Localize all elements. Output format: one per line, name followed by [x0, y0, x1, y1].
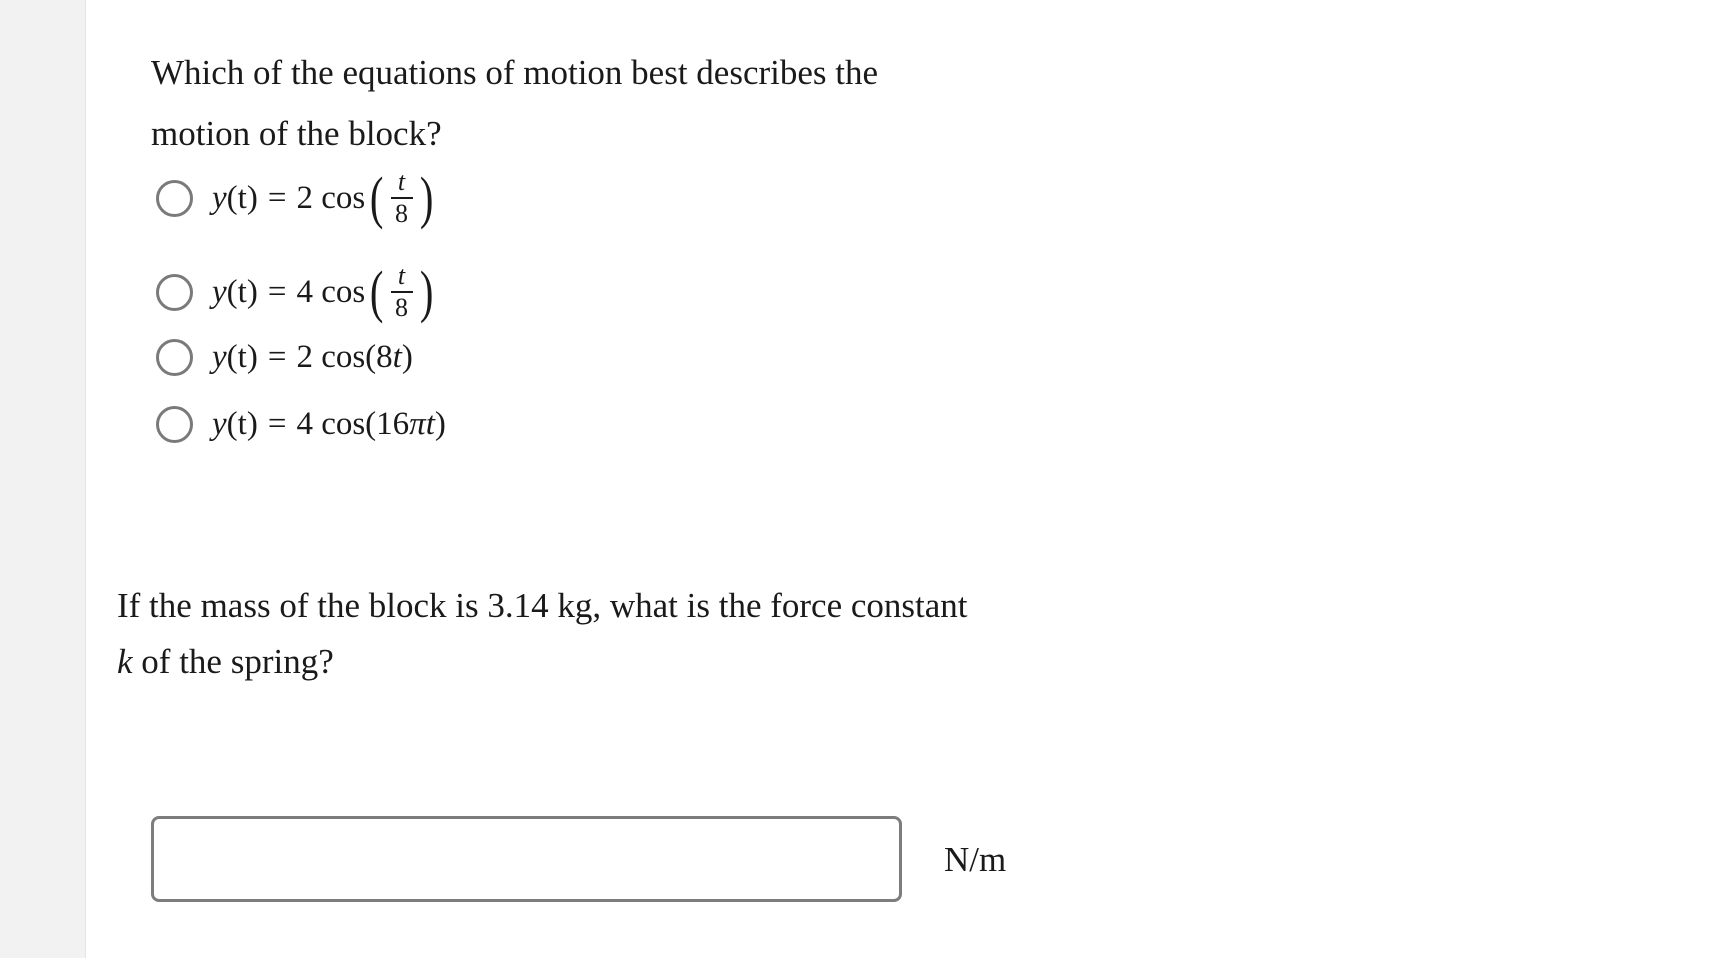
- equals: =: [267, 273, 287, 310]
- numerator: t: [397, 167, 406, 196]
- fraction: [391, 169, 413, 227]
- coefficient: 4: [296, 405, 313, 442]
- left-paren: (: [370, 165, 384, 230]
- option-2[interactable]: [156, 259, 436, 324]
- option-1-equation: [212, 165, 436, 230]
- lhs-arg: (t): [226, 338, 258, 375]
- equals: =: [267, 405, 287, 442]
- var-y: y: [212, 405, 227, 442]
- left-paren: (: [370, 259, 384, 324]
- func-cos: cos: [321, 179, 366, 216]
- right-paren: ): [419, 259, 433, 324]
- lhs-arg: (t): [226, 179, 258, 216]
- lhs-arg: (t): [226, 405, 258, 442]
- paren-fraction: [367, 165, 436, 230]
- func-cos: cos(16: [321, 405, 410, 442]
- equals: =: [267, 338, 287, 375]
- option-2-equation: [212, 259, 436, 324]
- coefficient: 2: [296, 338, 313, 375]
- option-1[interactable]: [156, 165, 436, 230]
- question-2-text: [117, 578, 1037, 690]
- arg-var: πt: [409, 405, 435, 442]
- unit-label: N/m: [944, 840, 1007, 879]
- option-2-radio[interactable]: [156, 274, 193, 311]
- var-k: k: [117, 642, 133, 681]
- option-3-radio[interactable]: [156, 339, 193, 376]
- close-paren: ): [401, 338, 413, 375]
- option-3-equation: [212, 339, 413, 376]
- option-4-equation: [212, 406, 446, 443]
- func-cos: cos(8: [321, 338, 393, 375]
- func-cos: cos: [321, 273, 366, 310]
- var-y: y: [212, 273, 227, 310]
- left-gutter: [0, 0, 86, 958]
- question-2-text-b: of the spring?: [132, 642, 334, 681]
- paren-fraction: [367, 259, 436, 324]
- option-1-radio[interactable]: [156, 180, 193, 217]
- lhs-arg: (t): [226, 273, 258, 310]
- option-4[interactable]: [156, 394, 446, 454]
- option-4-radio[interactable]: [156, 406, 193, 443]
- denominator: 8: [395, 199, 409, 228]
- fraction: [391, 263, 413, 321]
- equals: =: [267, 179, 287, 216]
- option-3[interactable]: [156, 327, 413, 387]
- coefficient: 4: [296, 273, 313, 310]
- right-paren: ): [419, 165, 433, 230]
- force-constant-input[interactable]: [151, 816, 902, 902]
- close-paren: ): [434, 405, 446, 442]
- var-y: y: [212, 338, 227, 375]
- numerator: t: [397, 261, 406, 290]
- coefficient: 2: [296, 179, 313, 216]
- question-1-text: Which of the equations of motion best describes the motion of the block?: [151, 53, 879, 153]
- question-2-text-a: If the mass of the block is 3.14 kg, what is the force constant: [117, 586, 968, 625]
- var-y: y: [212, 179, 227, 216]
- arg-var: t: [392, 338, 402, 375]
- denominator: 8: [395, 293, 409, 322]
